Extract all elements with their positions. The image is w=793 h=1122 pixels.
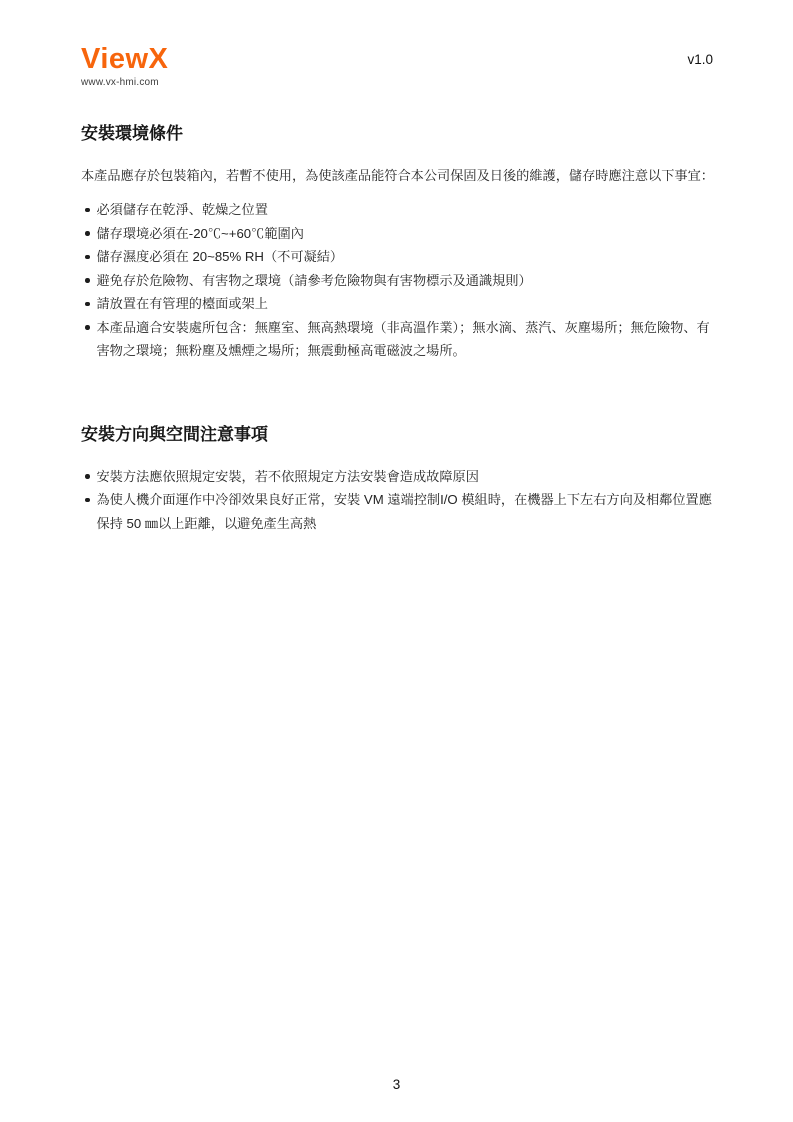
bullet-text: 為使人機介面運作中冷卻效果良好正常，安裝 VM 遠端控制I/O 模組時，在機器上下左右方向及相鄰位置應保持 50 ㎜以上距離，以避免產生高熱 [96,492,712,531]
bullet-icon [85,208,90,213]
page-header [0,0,793,88]
bullet-icon [85,498,90,503]
brand-website: www.vx-hmi.com [81,77,159,88]
bullet-item [81,269,723,293]
bullet-text: 請放置在有管理的檯面或架上 [96,296,268,311]
section-2 [81,420,723,536]
bullet-item [81,222,723,246]
bullet-text: 儲存環境必須在-20℃~+60℃範圍內 [96,225,304,241]
bullet-item [81,488,723,535]
bullet-item [81,465,723,489]
bullet-icon [85,255,90,260]
bullet-text: 儲存濕度必須在 20~85% RH（不可凝結） [96,249,344,264]
section-heading: 安裝環境條件 [81,124,183,143]
section-1 [81,119,723,363]
bullet-item [81,245,723,269]
bullet-icon [85,474,90,479]
brand-logo: ViewX [81,43,169,75]
bullet-icon [85,278,90,283]
section-heading: 安裝方向與空間注意事項 [81,424,268,444]
bullet-text: 必須儲存在乾淨、乾燥之位置 [96,202,268,217]
bullet-text: 本產品適合安裝處所包含：無塵室、無高熱環境（非高溫作業）；無水滴、蒸汽、灰塵場所；無危險物、有害物之環境；無粉塵及燻煙之場所；無震動極高電磁波之場所。 [96,319,710,358]
page-footer [0,1077,793,1092]
bullet-item [81,292,723,316]
bullet-text: 避免存於危險物、有害物之環境（請參考危險物與有害物標示及通識規則） [96,272,532,288]
bullet-text: 安裝方法應依照規定安裝，若不依照規定方法安裝會造成故障原因 [96,468,479,484]
section-intro: 本產品應存於包裝箱內，若暫不使用，為使該產品能符合本公司保固及日後的維護，儲存時應注意以下事宜： [81,168,714,183]
bullet-list [81,465,723,536]
bullet-icon [85,302,90,307]
bullet-icon [85,231,90,236]
page-number: 3 [392,1077,401,1092]
bullet-list [81,198,723,363]
bullet-item [81,316,723,363]
bullet-item [81,198,723,222]
version-label: v1.0 [687,52,713,67]
bullet-icon [85,325,90,330]
brand [81,44,168,88]
document-body [0,119,793,535]
